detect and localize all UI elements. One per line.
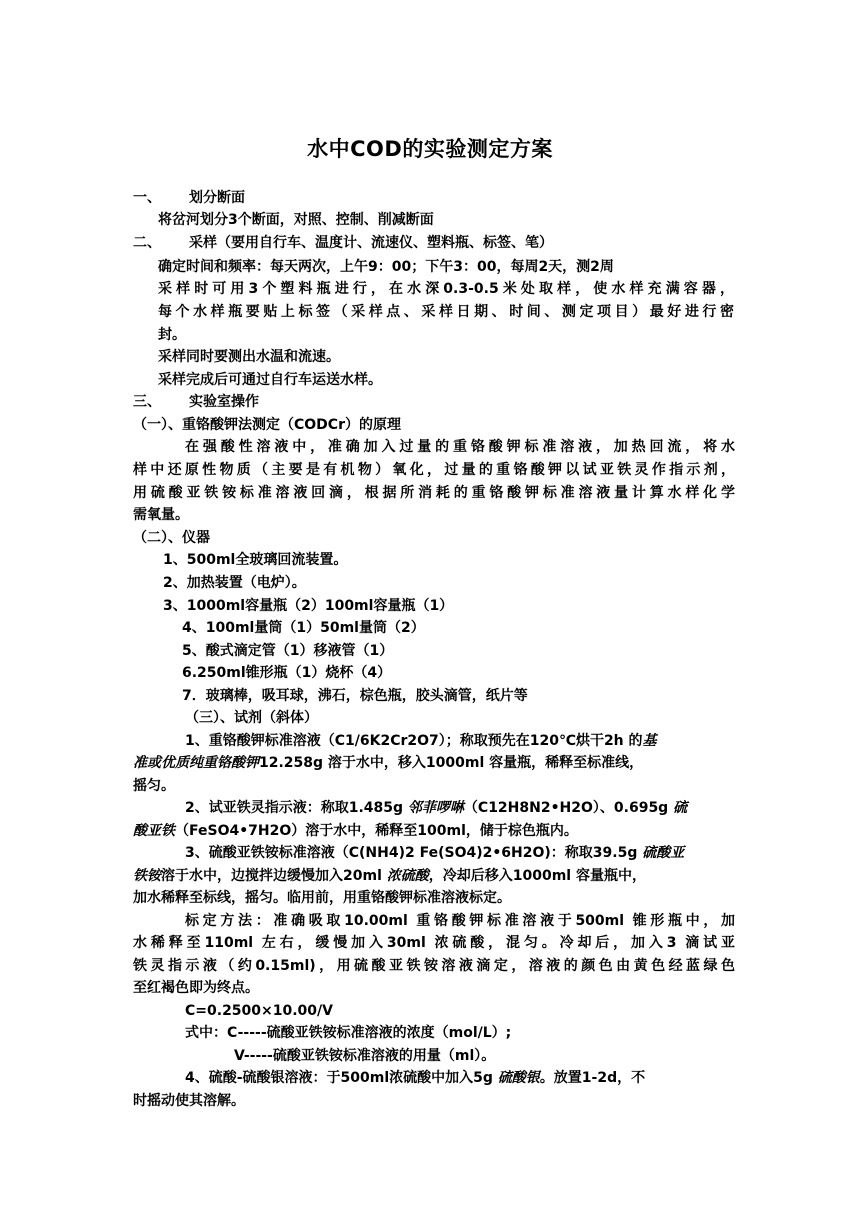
paragraph-line: 用硫酸亚铁铵标准溶液回滴，根据所消耗的重铬酸钾标准溶液量计算水样化学 xyxy=(133,485,735,501)
calibration-line: 标定方法：准确吸取10.00ml 重铬酸钾标准溶液于500ml 锥形瓶中，加 xyxy=(185,913,735,929)
instrument-item: 2、加热装置（电炉）。 xyxy=(163,575,306,591)
section-number: 二、 xyxy=(133,235,161,251)
reagent-line: 摇匀。 xyxy=(133,778,175,794)
reagent-line xyxy=(185,844,684,862)
reagent-line xyxy=(185,1069,645,1087)
formula-legend: 式中：C-----硫酸亚铁铵标准溶液的浓度（mol/L）; xyxy=(185,1025,512,1041)
reagent-name-italic: 硫酸银 xyxy=(497,1070,540,1086)
reagent-line xyxy=(185,732,657,750)
instrument-item: 1、500ml全玻璃回流装置。 xyxy=(163,552,348,568)
instrument-item: 6.250ml锥形瓶（1）烧杯（4） xyxy=(182,665,392,681)
section-heading: 采样（要用自行车、温度计、流速仪、塑料瓶、标签、笔） xyxy=(189,235,553,251)
reagent-line xyxy=(185,799,687,817)
formula-legend: V-----硫酸亚铁铵标准溶液的用量（ml）。 xyxy=(234,1048,496,1064)
section-number: 一、 xyxy=(133,190,161,206)
reagent-text: （C12H8N2•H2O）、0.695g xyxy=(463,800,674,816)
reagent-line xyxy=(133,754,643,772)
paragraph-line: 每个水样瓶要贴上标签（采样点、采样日期、时间、测定项目）最好进行密 xyxy=(158,304,734,320)
reagent-name-italic: 基 xyxy=(642,733,657,749)
reagent-text: 2、试亚铁灵指示液：称取1.485g xyxy=(185,800,408,816)
paragraph-line: 在强酸性溶液中，准确加入过量的重铬酸钾标准溶液，加热回流，将水 xyxy=(185,439,735,455)
reagent-text: （FeSO4•7H2O）溶于水中，稀释至100ml，储于棕色瓶内。 xyxy=(175,823,578,839)
calibration-line: 水稀释至110ml 左右，缓慢加入30ml 浓硫酸，混匀。冷却后，加入3 滴试亚 xyxy=(133,935,735,951)
section-heading: 划分断面 xyxy=(189,190,245,206)
reagent-text: 12.258g 溶于水中，移入1000ml 容量瓶，稀释至标准线， xyxy=(259,755,644,771)
document-title: 水中COD的实验测定方案 xyxy=(307,137,553,161)
reagent-name-italic: 邻菲啰啉 xyxy=(407,800,464,816)
paragraph-line: 采样完成后可通过自行车运送水样。 xyxy=(158,372,382,388)
reagent-name-italic: 铁铵 xyxy=(133,868,161,884)
instrument-item: 5、酸式滴定管（1）移液管（1） xyxy=(182,643,394,659)
paragraph-line: 采样同时要测出水温和流速。 xyxy=(158,349,340,365)
paragraph-line: 需氧量。 xyxy=(133,507,189,523)
reagent-line: 加水稀释至标线，摇匀。临用前，用重铬酸钾标准溶液标定。 xyxy=(133,890,511,906)
formula: C=0.2500×10.00/V xyxy=(185,1003,333,1019)
instrument-item: 3、1000ml容量瓶（2）100ml容量瓶（1） xyxy=(163,598,454,614)
subsection-heading: （三）、试剂（斜体） xyxy=(185,710,318,726)
paragraph-line: 采样时可用3个塑料瓶进行，在水深0.3-0.5米处取样，使水样充满容器， xyxy=(158,281,734,297)
paragraph-line: 将岔河划分3个断面，对照、控制、削减断面 xyxy=(158,212,434,228)
reagent-text: 溶于水中，边搅拌边缓慢加入20ml xyxy=(161,868,387,884)
reagent-name-italic: 准或优质纯重铬酸钾 xyxy=(133,755,259,771)
subsection-heading: （二）、仪器 xyxy=(133,530,210,546)
reagent-name-italic: 硫酸亚 xyxy=(642,845,685,861)
reagent-line xyxy=(133,867,646,885)
calibration-line: 至红褐色即为终点。 xyxy=(133,980,259,996)
paragraph-line: 样中还原性物质（主要是有机物）氧化，过量的重铬酸钾以试亚铁灵作指示剂， xyxy=(133,462,735,478)
reagent-text: ，冷却后移入1000ml 容量瓶中， xyxy=(428,868,646,884)
calibration-line: 铁灵指示液（约0.15ml)，用硫酸亚铁铵溶液滴定，溶液的颜色由黄色经蓝绿色 xyxy=(133,958,735,974)
paragraph-line: 确定时间和频率：每天两次，上午9：00；下午3：00，每周2天，测2周 xyxy=(158,259,614,275)
section-heading: 实验室操作 xyxy=(189,394,259,410)
reagent-name-italic: 酸亚铁 xyxy=(133,823,175,839)
subsection-heading: （一）、重铬酸钾法测定（CODCr）的原理 xyxy=(133,417,401,433)
paragraph-line: 封。 xyxy=(158,327,186,343)
instrument-item: 4、100ml量筒（1）50ml量筒（2） xyxy=(182,620,425,636)
reagent-text: 3、硫酸亚铁铵标准溶液（C(NH4)2 Fe(SO4)2•6H2O)：称取39.5g xyxy=(185,845,643,861)
reagent-text: 。放置1-2d，不 xyxy=(539,1070,646,1086)
instrument-item: 7．玻璃棒，吸耳球，沸石，棕色瓶，胶头滴管，纸片等 xyxy=(182,688,528,704)
reagent-name-italic: 硫 xyxy=(673,800,688,816)
reagent-text: 4、硫酸-硫酸银溶液：于500ml浓硫酸中加入5g xyxy=(185,1070,498,1086)
reagent-text: 1、重铬酸钾标准溶液（C1/6K2Cr2O7）；称取预先在120℃烘干2h 的 xyxy=(185,733,643,749)
section-number: 三、 xyxy=(133,394,161,410)
reagent-line xyxy=(133,822,578,840)
reagent-name-italic: 浓硫酸 xyxy=(386,868,429,884)
reagent-line: 时摇动使其溶解。 xyxy=(133,1093,245,1109)
